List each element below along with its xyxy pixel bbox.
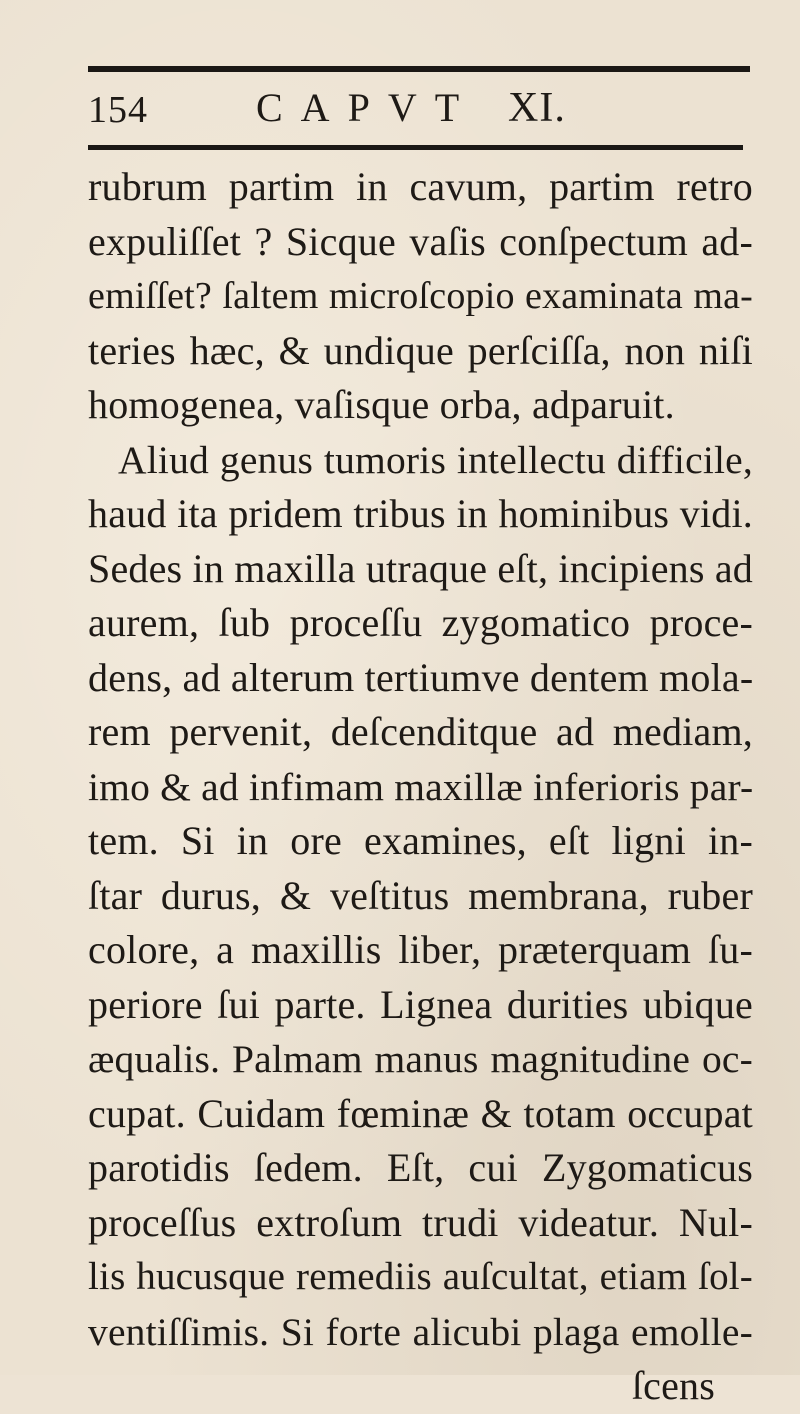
top-rule xyxy=(88,66,750,72)
text-line: imo & ad infimam maxillæ inferioris par- xyxy=(88,764,754,809)
text-line: æqualis. Palmam manus magnitudine oc- xyxy=(88,1037,753,1081)
text-line: aurem, ſub proceſſu zygomatico proce- xyxy=(88,600,753,645)
text-line: homogenea, vaſisque orba, adparuit. xyxy=(88,382,675,427)
text-line: emiſſet? ſaltem microſcopio examinata ma- xyxy=(88,275,753,317)
text-line: periore ſui parte. Lignea durities ubique xyxy=(88,981,753,1027)
header-title: CAPVT xyxy=(256,85,478,130)
text-line: expuliſſet ? Sicque vaſis conſpectum ad- xyxy=(88,218,753,264)
text-line: rem pervenit, deſcenditque ad mediam, xyxy=(88,709,753,754)
text-line: Aliud genus tumoris intellectu difficile, xyxy=(118,437,753,482)
text-line: Sedes in maxilla utraque eſt, incipiens ad xyxy=(88,545,753,591)
catchword: ſcens xyxy=(631,1363,715,1408)
text-line: rubrum partim in cavum, partim retro xyxy=(88,164,753,209)
text-line: parotidis ſedem. Eſt, cui Zygomaticus xyxy=(88,1145,753,1190)
header-rule xyxy=(88,145,743,150)
running-head xyxy=(88,82,750,134)
text-line: cupat. Cuidam fœminæ & totam occupat xyxy=(88,1090,753,1136)
text-line: teries hæc, & undique perſciſſa, non niſi xyxy=(88,327,753,373)
text-line: haud ita pridem tribus in hominibus vidi. xyxy=(88,491,753,536)
body-text xyxy=(88,160,753,1414)
chapter-number: XI. xyxy=(508,85,566,131)
text-line: colore, a maxillis liber, præterquam ſu- xyxy=(88,927,753,972)
page-number: 154 xyxy=(88,89,148,131)
text-line: ventiſſimis. Si forte alicubi plaga emolle- xyxy=(88,1309,753,1354)
text-line: dens, ad alterum tertiumve dentem mola- xyxy=(88,654,754,700)
text-line: tem. Si in ore examines, eſt ligni in- xyxy=(88,818,753,863)
text-line: lis hucusque remediis auſcultat, etiam ſol- xyxy=(88,1255,753,1298)
text-line: ſtar durus, & veſtitus membrana, ruber xyxy=(88,872,753,918)
text-line: proceſſus extroſum trudi videatur. Nul- xyxy=(88,1199,753,1245)
